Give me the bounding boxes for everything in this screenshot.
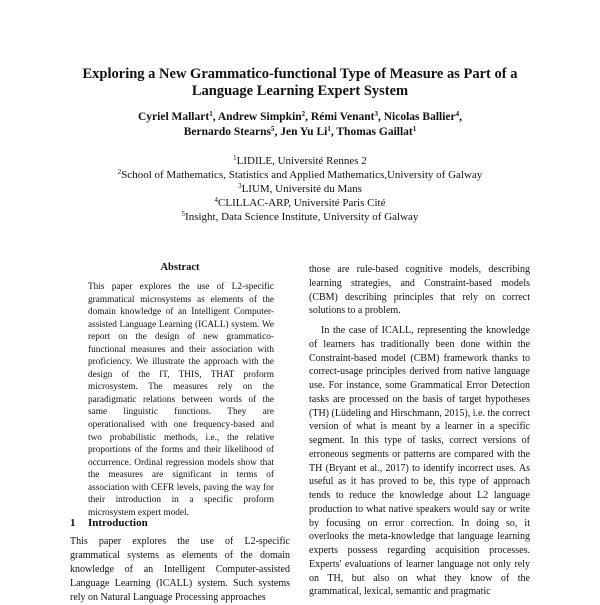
affiliation-number: 5 — [181, 210, 186, 218]
affiliation-text: School of Mathematics, Statistics and Applied Mathematics,University of Galway — [121, 169, 483, 181]
author-affiliation-mark: 5 — [270, 125, 275, 133]
author-name: Jen Yu Li — [280, 126, 328, 138]
title-line-1: Exploring a New Grammatico-functional Type of Measure as Part of a — [82, 66, 518, 82]
author-line-2 — [40, 125, 560, 140]
right-column — [309, 263, 530, 599]
affiliation-item — [40, 196, 560, 210]
author-name: Andrew Simpkin — [217, 111, 302, 123]
title-line-2: Language Learning Expert System — [191, 83, 409, 99]
author-affiliation-mark: 1 — [412, 125, 417, 133]
affiliation-item — [40, 168, 560, 182]
affiliation-number: 3 — [238, 182, 242, 190]
affiliation-text: Insight, Data Science Institute, University of Galway — [185, 211, 419, 223]
affiliation-number: 1 — [233, 154, 237, 162]
author-name: Cyriel Mallart — [137, 111, 210, 123]
author-affiliation-mark: 1 — [327, 125, 331, 133]
affiliation-item — [40, 182, 560, 196]
introduction-paragraph: This paper explores the use of L2-specific grammatical systems as elements of the domain knowledge of an Intelligent Computer-assisted Language Learning (ICALL) system. Such systems rely on Natural Language Processing approaches — [70, 536, 290, 603]
affiliation-item — [40, 210, 560, 224]
affiliation-text: LIUM, Université du Mans — [241, 183, 362, 195]
right-paragraph-2: In the case of ICALL, representing the knowledge of learners has traditionally been done within the Constraint-based model (CBM) framework thanks to correct-usage principles derived from native language use. For instance, some Grammatical Error Detection tasks are processed on the basis of target hypotheses (TH) (Lüdeling and Hirschmann, 2015), i.e. the correct version of what is meant by a learner in a specific segment. In this type of tasks, correct versions of erroneous segments or patterns are compared with the TH (Bryant et al., 2017) to identify incorrect uses. As useful as it has proved to be, this type of approach tends to reduce the knowledge about L2 language production to what native speakers would say or write by focusing on error correction. In doing so, it overlooks the meta-knowledge that language learning experts possess regarding acquisition processes. Experts' evaluations of learner language not only rely on TH, but also on what they know of the grammatical, lexical, semantic and pragmatic — [309, 325, 530, 598]
author-affiliation-mark: 2 — [301, 110, 306, 118]
affiliation-text: LIDILE, Université Rennes 2 — [236, 155, 367, 167]
abstract-heading: Abstract — [160, 262, 200, 273]
author-separator: , — [378, 111, 384, 123]
paper-title — [40, 66, 560, 100]
author-name: Nicolas Ballier — [383, 111, 456, 123]
author-separator: , — [274, 126, 281, 138]
author-affiliation-mark: 4 — [455, 110, 460, 118]
author-list — [40, 110, 560, 140]
affiliation-item — [40, 154, 560, 168]
section-heading — [70, 517, 300, 529]
right-paragraph-1: those are rule-based cognitive models, describing learning strategies, and Constraint-based models (CBM) describing principles that rely on correct solutions to a problem. — [309, 264, 530, 317]
affiliation-number: 2 — [117, 168, 122, 176]
author-separator: , — [212, 111, 218, 123]
author-separator: , — [305, 111, 311, 123]
section-title: Introduction — [88, 517, 148, 529]
author-affiliation-mark: 3 — [374, 110, 378, 118]
author-name: Thomas Gaillat — [336, 126, 413, 138]
affiliation-number: 4 — [214, 196, 219, 204]
abstract-body: This paper explores the use of L2-specific grammatical microsystems as elements of the domain knowledge of an Intelligent Computer-assisted Language Learning (ICALL) system. We report on the design of new grammatico-functional measures and their association with proficiency. We illustrate the approach with the design of the IT, THIS, THAT proform microsystem. The measures rely on the paradigmatic relations between words of the same linguistic functions. They are operationalised with one frequency-based and two probabilistic methods, i.e., the relative proportions of the forms and their likelihood of occurrence. Ordinal regression models show that the measures are significant in terms of association with CEFR levels, paving the way for their introduction in a specific proform microsystem expert model. — [88, 282, 274, 518]
author-separator: , — [459, 111, 462, 123]
author-line-1 — [40, 110, 560, 125]
author-name: Rémi Venant — [310, 111, 375, 123]
affiliation-text: CLILLAC-ARP, Université Paris Cité — [218, 197, 386, 209]
author-separator: , — [330, 126, 337, 138]
author-name: Bernardo Stearns — [183, 126, 271, 138]
affiliation-list — [40, 154, 560, 224]
section-number: 1 — [70, 517, 76, 529]
author-affiliation-mark: 1 — [209, 110, 213, 118]
